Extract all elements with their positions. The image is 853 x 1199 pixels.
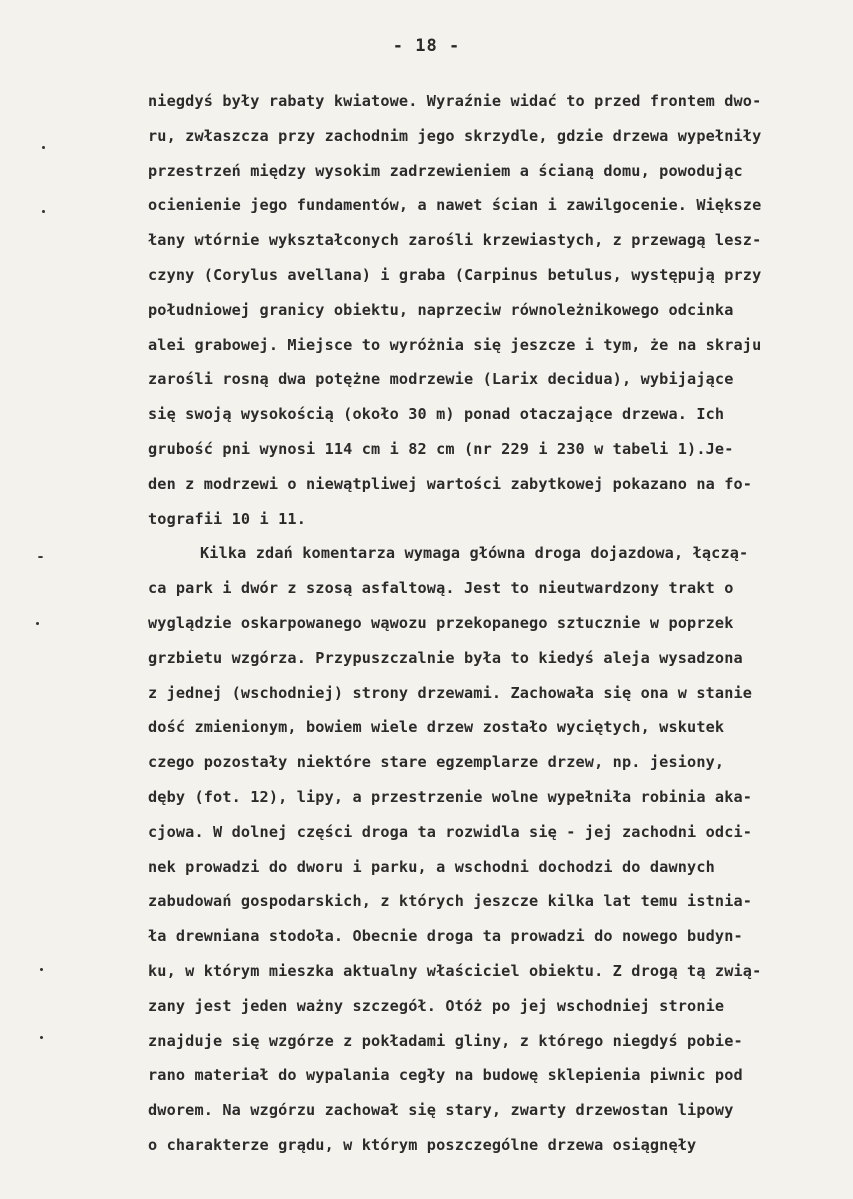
margin-dot	[40, 1036, 43, 1039]
text-line: ocienienie jego fundamentów, a nawet ścian i zawilgocenie. Większe	[148, 196, 762, 215]
text-line: dęby (fot. 12), lipy, a przestrzenie wolne wypełniła robinia aka-	[148, 787, 753, 806]
text-line: ła drewniana stodoła. Obecnie droga ta prowadzi do nowego budyn-	[148, 927, 743, 946]
text-line: południowej granicy obiektu, naprzeciw równoleżnikowego odcinka	[148, 300, 734, 319]
text-line: ru, zwłaszcza przy zachodnim jego skrzydle, gdzie drzewa wypełniły	[148, 126, 762, 145]
text-line: ca park i dwór z szosą asfaltową. Jest to nieutwardzony trakt o	[148, 579, 734, 598]
text-line: Kilka zdań komentarza wymaga główna droga dojazdowa, łączą-	[200, 544, 749, 563]
text-line: zarośli rosną dwa potężne modrzewie (Larix decidua), wybijające	[148, 370, 734, 389]
text-line: wyglądzie oskarpowanego wąwozu przekopanego sztucznie w poprzek	[148, 613, 734, 632]
margin-dot	[38, 556, 43, 558]
text-line: grubość pni wynosi 114 cm i 82 cm (nr 229 i 230 w tabeli 1).Je-	[148, 439, 734, 458]
margin-dot	[40, 968, 43, 971]
text-line: łany wtórnie wykształconych zarośli krzewiastych, z przewagą lesz-	[148, 231, 762, 250]
text-line: cjowa. W dolnej części droga ta rozwidla się - jej zachodni odci-	[148, 822, 753, 841]
text-line: o charakterze grądu, w którym poszczególne drzewa osiągnęły	[148, 1135, 697, 1154]
text-line: czyny (Corylus avellana) i graba (Carpinus betulus, występują przy	[148, 265, 762, 284]
margin-dot	[42, 210, 45, 213]
text-line: rano materiał do wypalania cegły na budowę sklepienia piwnic pod	[148, 1066, 743, 1085]
text-line: się swoją wysokością (około 30 m) ponad otaczające drzewa. Ich	[148, 405, 725, 424]
text-line: tografii 10 i 11.	[148, 509, 306, 528]
text-line: niegdyś były rabaty kwiatowe. Wyraźnie widać to przed frontem dwo-	[148, 92, 762, 110]
margin-dot	[36, 622, 39, 625]
text-line: dworem. Na wzgórzu zachował się stary, zwarty drzewostan lipowy	[148, 1101, 734, 1120]
paragraph-2	[148, 536, 838, 1162]
text-line: dość zmienionym, bowiem wiele drzew zostało wyciętych, wskutek	[148, 718, 725, 737]
margin-dot	[42, 146, 45, 149]
text-line: znajduje się wzgórze z pokładami gliny, z którego niegdyś pobie-	[148, 1031, 743, 1050]
page-number: - 18 -	[392, 36, 461, 56]
text-line: ku, w którym mieszka aktualny właściciel obiektu. Z drogą tą zwią-	[148, 961, 762, 980]
text-line: alei grabowej. Miejsce to wyróżnia się jeszcze i tym, że na skraju	[148, 335, 762, 354]
text-line: czego pozostały niektóre stare egzemplarze drzew, np. jesiony,	[148, 753, 725, 772]
text-line: zabudowań gospodarskich, z których jeszcze kilka lat temu istnia-	[148, 892, 753, 911]
text-line: grzbietu wzgórza. Przypuszczalnie była to kiedyś aleja wysadzona	[148, 648, 743, 667]
text-line: nek prowadzi do dworu i parku, a wschodni dochodzi do dawnych	[148, 857, 715, 876]
body-text	[148, 84, 838, 1163]
text-line: przestrzeń między wysokim zadrzewieniem a ścianą domu, powodując	[148, 161, 743, 180]
paragraph-1	[148, 84, 838, 536]
text-line: den z modrzewi o niewątpliwej wartości zabytkowej pokazano na fo-	[148, 474, 753, 493]
text-line: zany jest jeden ważny szczegół. Otóż po jej wschodniej stronie	[148, 996, 725, 1015]
text-line: z jednej (wschodniej) strony drzewami. Zachowała się ona w stanie	[148, 683, 753, 702]
